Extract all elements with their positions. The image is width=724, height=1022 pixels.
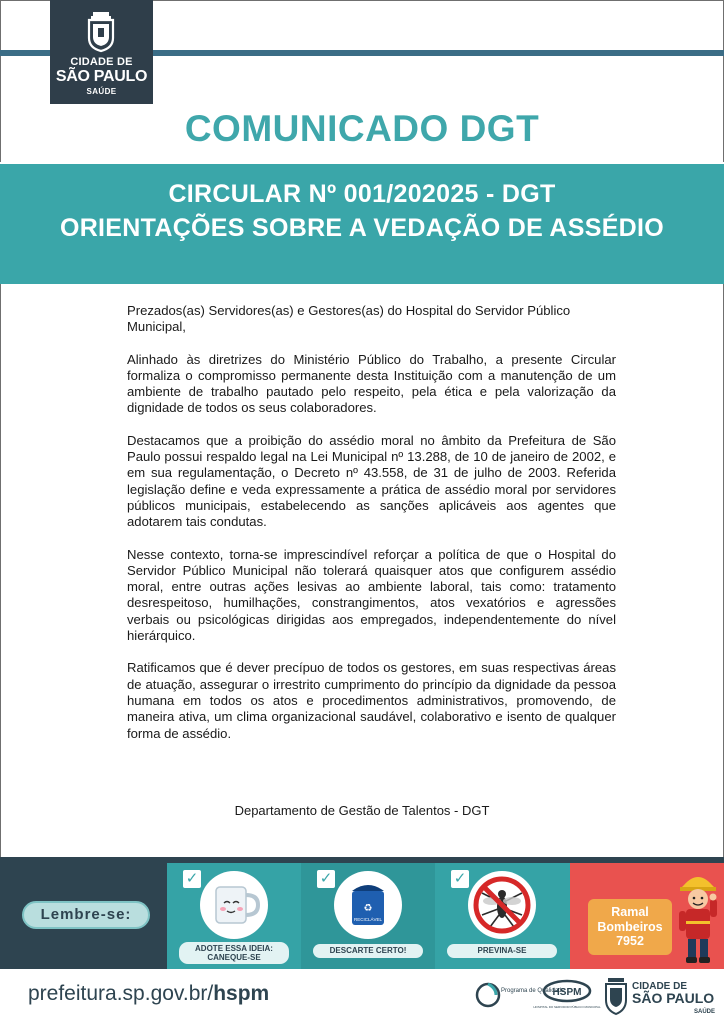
fireman-icon bbox=[676, 869, 720, 965]
title-band bbox=[0, 162, 724, 284]
signature: Departamento de Gestão de Talentos - DGT bbox=[234, 803, 490, 818]
programa-qualidade-logo bbox=[476, 979, 565, 1011]
mosquito-circle bbox=[468, 871, 536, 939]
greeting: Prezados(as) Servidores(as) e Gestores(as) do Hospital do Servidor Público Municipal, bbox=[127, 303, 571, 335]
check-icon: ✓ bbox=[183, 870, 201, 888]
panel-caneca bbox=[167, 863, 301, 969]
mug-icon bbox=[200, 871, 268, 939]
svg-text:♻: ♻ bbox=[363, 903, 373, 914]
recycle-bin-icon bbox=[334, 871, 402, 939]
paragraph-4: Ratificamos que é dever precípuo de todos os gestores, em suas respectivas áreas de atuação, assegurar o irrestrito cumprimento do princípio da dignidade da pessoa humana em todos os atos e procedimentos administrativos, promovendo, de maneira ativa, um clima organizacional saudável, colaborativo e isento de qualquer forma de assédio. bbox=[127, 660, 616, 741]
bin-circle bbox=[334, 871, 402, 939]
sao-paulo-saude-logo bbox=[604, 976, 720, 1018]
paragraph-2: Destacamos que a proibição do assédio moral no âmbito da Prefeitura de São Paulo possui respaldo legal na Lei Municipal nº 13.288, de 10 de janeiro de 2002, e em sua regulamentação, o Decreto nº 43.558, de 31 de julho de 2003. Referida legislação define e veda expressamente a prática de assédio moral por servidores públicos municipais, estabelecendo as sanções aplicáveis aos agentes que adotarem tais condutas. bbox=[127, 432, 616, 530]
paragraph-3: Nesse contexto, torna-se imprescindível reforçar a política de que o Hospital do Servidor Público Municipal não tolerará quaisquer atos que configurem assédio moral, entre outras ações lesivas ao ambiente laboral, tais como: tratamento desrespeitoso, humilhações, constrangimentos, atos vexatórios e agressões verbais ou psicológicas dirigidas aos empregados, independentemente do nível hierárquico. bbox=[127, 546, 616, 644]
lembre-se-badge: Lembre-se: bbox=[22, 901, 150, 929]
paragraph-1: Alinhado às diretrizes do Ministério Público do Trabalho, a presente Circular formaliza o compromisso permanente desta Instituição com a manutenção de um ambiente de trabalho pautado pelo respeito, pela ética e pela valorização da dignidade de todos os seus colaboradores. bbox=[127, 351, 616, 416]
panel-descarte bbox=[301, 863, 435, 969]
bin-label: RECICLÁVEL bbox=[353, 917, 383, 922]
panel-descarte-label: DESCARTE CERTO! bbox=[313, 944, 423, 958]
logo-sp-line-2: SÃO PAULO bbox=[632, 990, 715, 1006]
panel-mosquito-label: PREVINA-SE bbox=[447, 944, 557, 958]
ramal-number: 7952 bbox=[616, 934, 644, 948]
panel-mosquito bbox=[435, 863, 570, 969]
logo-sp-line-3: SAÚDE bbox=[694, 1009, 716, 1015]
check-icon: ✓ bbox=[451, 870, 469, 888]
hspm-sub-label: HOSPITAL DO SERVIDOR PÚBLICO MUNICIPAL bbox=[533, 1005, 601, 1009]
letter-body bbox=[127, 303, 616, 758]
site-url-suffix: hspm bbox=[213, 982, 270, 1005]
page-title: COMUNICADO DGT bbox=[184, 108, 540, 149]
panel-bombeiros bbox=[570, 863, 724, 969]
logo-sp-line-1: CIDADE DE bbox=[632, 981, 688, 992]
logo-line-2: SÃO PAULO bbox=[55, 68, 148, 85]
city-logo bbox=[50, 0, 153, 104]
mug-circle bbox=[200, 871, 268, 939]
circular-subject: ORIENTAÇÕES SOBRE A VEDAÇÃO DE ASSÉDIO bbox=[59, 214, 665, 242]
logo-line-1: CIDADE DE bbox=[70, 56, 133, 68]
logo-line-3: SAÚDE bbox=[86, 87, 117, 96]
city-crest-icon bbox=[86, 12, 116, 52]
site-url-prefix: prefeitura.sp.gov.br/ bbox=[28, 982, 214, 1005]
qualidade-label: Programa de Qualidade bbox=[501, 988, 565, 994]
ramal-label: Ramal bbox=[611, 905, 649, 919]
circular-number: CIRCULAR Nº 001/202025 - DGT bbox=[168, 180, 556, 208]
panel-caneca-label: ADOTE ESSA IDEIA: CANEQUE-SE bbox=[179, 942, 289, 964]
check-icon: ✓ bbox=[317, 870, 335, 888]
site-url[interactable] bbox=[28, 982, 269, 1006]
ramal-bombeiros-box bbox=[588, 899, 672, 955]
bombeiros-label: Bombeiros bbox=[597, 919, 663, 934]
hspm-label: HSPM bbox=[552, 987, 582, 998]
no-mosquito-icon bbox=[468, 871, 536, 939]
